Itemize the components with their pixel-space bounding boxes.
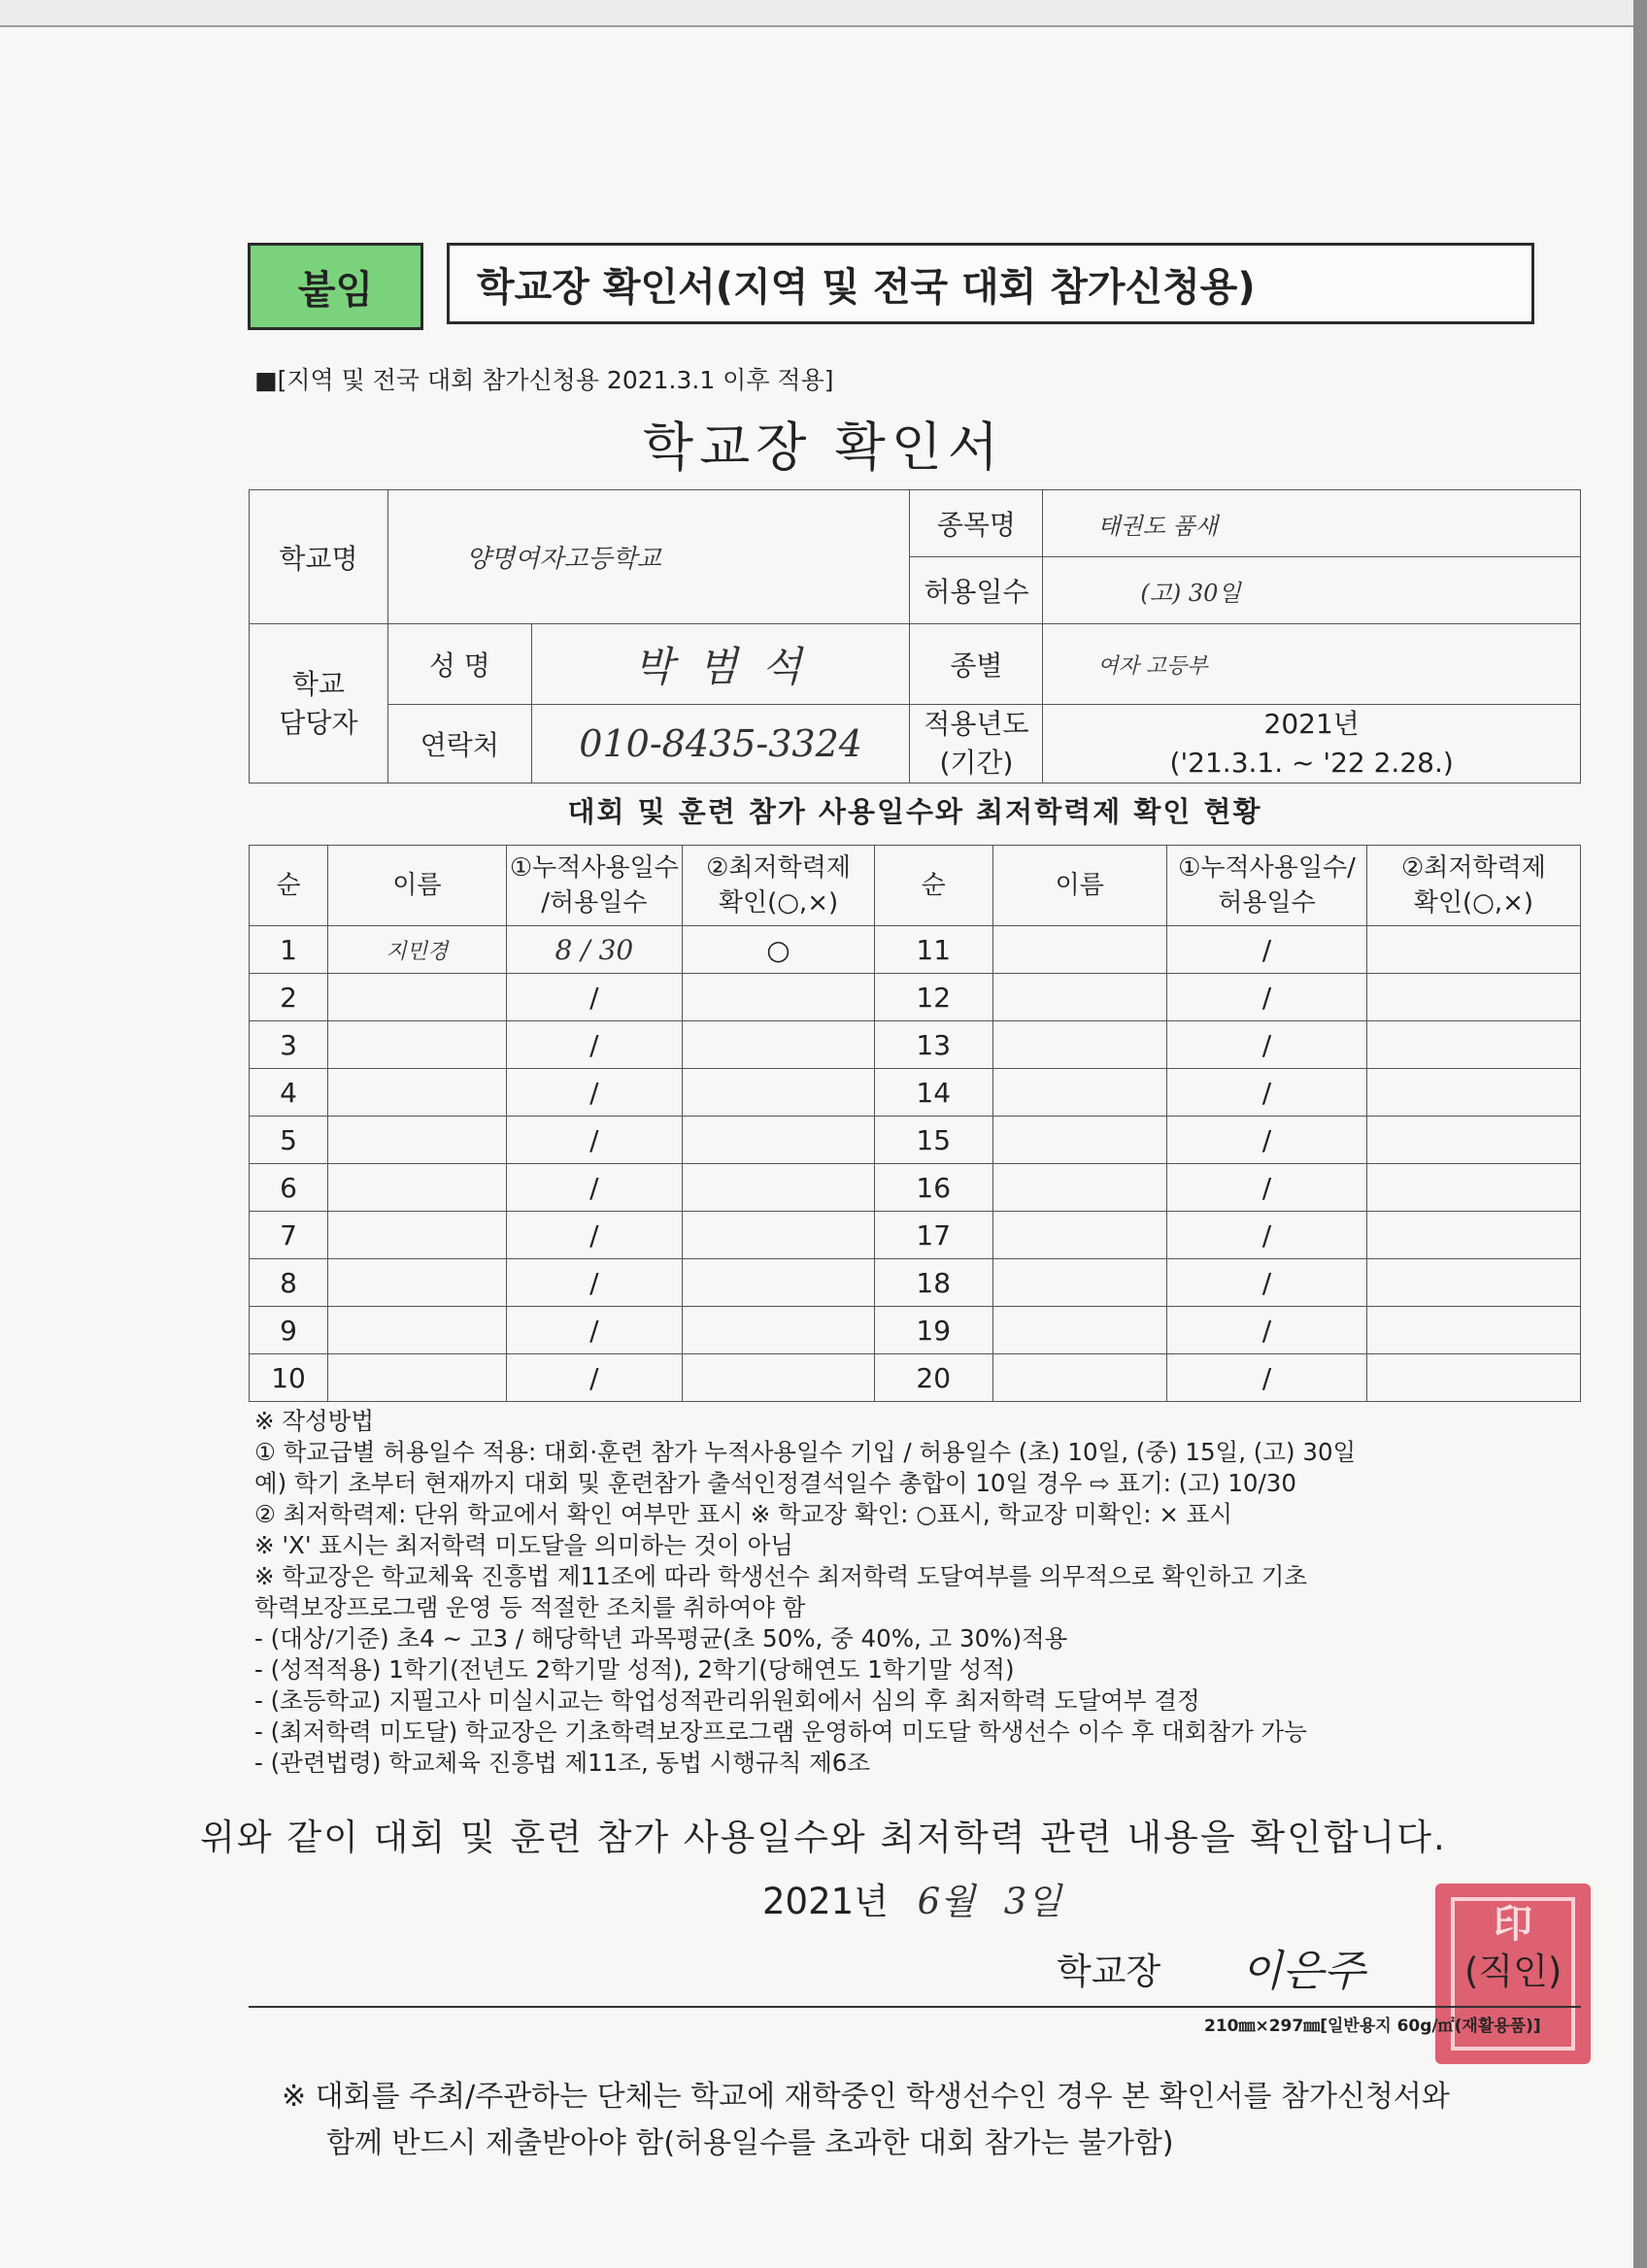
category-label: 종별 [910, 624, 1043, 705]
row-no: 8 [250, 1259, 328, 1307]
row-no: 13 [874, 1021, 992, 1069]
row-check [683, 1354, 875, 1402]
instruction-line: ※ 'X' 표시는 최저학력 미도달을 의미하는 것이 아님 [254, 1531, 793, 1559]
row-check [683, 1259, 875, 1307]
allowed-days-value: (고) 30일 [1043, 557, 1581, 624]
contact-label: 연락처 [387, 705, 531, 784]
col-days-right-line1: ①누적사용일수/ [1178, 853, 1356, 883]
row-days: / [1167, 1117, 1367, 1164]
col-days-right-line2: 허용일수 [1218, 888, 1316, 917]
row-check [683, 1069, 875, 1117]
row-check [1366, 1307, 1580, 1354]
col-check-left-line2: 확인(○,×) [718, 888, 839, 917]
footer-note [282, 2074, 1583, 2167]
row-name [328, 1164, 507, 1212]
instruction-line: ※ 학교장은 학교체육 진흥법 제11조에 따라 학생선수 최저학력 도달여부를 의무적으로 확인하고 기초 [254, 1562, 1308, 1590]
instruction-line: 예) 학기 초부터 현재까지 대회 및 훈련참가 출석인정결석일수 총합이 10일 경우 ⇨ 표기: (고) 10/30 [254, 1469, 1296, 1497]
row-no: 9 [250, 1307, 328, 1354]
row-check [1366, 1259, 1580, 1307]
divider [249, 2006, 1581, 2008]
instruction-line: - (관련법령) 학교체육 진흥법 제11조, 동법 시행규칙 제6조 [254, 1749, 871, 1777]
row-name [328, 1259, 507, 1307]
col-check-left [683, 846, 875, 926]
instruction-line: - (성적적용) 1학기(전년도 2학기말 성적), 2학기(당해연도 1학기말 성적) [254, 1655, 1015, 1684]
row-name [992, 1354, 1166, 1402]
row-name [992, 1164, 1166, 1212]
instruction-line: ※ 작성방법 [254, 1407, 374, 1435]
row-days: / [1167, 1021, 1367, 1069]
row-check [1366, 926, 1580, 974]
col-check-right-line1: ②최저학력제 [1400, 853, 1546, 883]
row-days: / [506, 1021, 683, 1069]
row-days: / [1167, 1069, 1367, 1117]
row-no: 16 [874, 1164, 992, 1212]
document-title: 학교장 확인서 [642, 417, 1005, 478]
athlete-status-table [249, 845, 1581, 1402]
row-days: / [506, 1069, 683, 1117]
period-label [910, 705, 1043, 784]
name-value: 박 범 석 [531, 624, 910, 705]
manager-label-line2: 담당자 [279, 706, 358, 739]
header [248, 243, 1539, 328]
row-no: 4 [250, 1069, 328, 1117]
row-no: 7 [250, 1212, 328, 1259]
table-row [250, 1354, 1581, 1402]
row-no: 10 [250, 1354, 328, 1402]
row-name [992, 1117, 1166, 1164]
row-name [992, 1212, 1166, 1259]
row-days: / [1167, 1212, 1367, 1259]
instruction-line: - (초등학교) 지필고사 미실시교는 학업성적관리위원회에서 심의 후 최저학력 도달여부 결정 [254, 1686, 1200, 1715]
row-no: 18 [874, 1259, 992, 1307]
row-name: 지민경 [328, 926, 507, 974]
col-check-right [1366, 846, 1580, 926]
table-row [250, 1069, 1581, 1117]
row-days: / [1167, 974, 1367, 1021]
row-name [328, 974, 507, 1021]
confirmation-statement: 위와 같이 대회 및 훈련 참가 사용일수와 최저학력 관련 내용을 확인합니다. [200, 1817, 1447, 1858]
allowed-days-label: 허용일수 [910, 557, 1043, 624]
table-row [250, 1021, 1581, 1069]
row-name [992, 1021, 1166, 1069]
period-year: 2021년 [1263, 708, 1360, 740]
row-name [328, 1307, 507, 1354]
seal-label: (직인) [1464, 1951, 1563, 1992]
seal-icon: 印 [1451, 1897, 1575, 2051]
date-year: 2021년 [762, 1881, 889, 1922]
row-no: 19 [874, 1307, 992, 1354]
row-check [683, 1164, 875, 1212]
row-check [683, 1212, 875, 1259]
manager-label [250, 624, 388, 784]
date-day: 3일 [1003, 1881, 1062, 1922]
row-days: / [1167, 926, 1367, 974]
row-no: 14 [874, 1069, 992, 1117]
sport-label: 종목명 [910, 490, 1043, 557]
row-check: ○ [683, 926, 875, 974]
table-row [250, 974, 1581, 1021]
row-days: / [506, 1259, 683, 1307]
row-check [1366, 1117, 1580, 1164]
col-days-left-line1: ①누적사용일수 [509, 853, 679, 883]
row-check [1366, 1021, 1580, 1069]
principal-label: 학교장 [1057, 1951, 1161, 1992]
row-days: / [506, 974, 683, 1021]
manager-label-line1: 학교 [291, 667, 345, 700]
instruction-line: ① 학교급별 허용일수 적용: 대회·훈련 참가 누적사용일수 기입 / 허용일수 (초) 10일, (중) 15일, (고) 30일 [254, 1438, 1357, 1466]
period-label-line2: (기간) [939, 747, 1014, 779]
contact-value: 010-8435-3324 [531, 705, 910, 784]
row-days: / [506, 1164, 683, 1212]
row-no: 15 [874, 1117, 992, 1164]
table-row [250, 1164, 1581, 1212]
sport-value: 태권도 품새 [1043, 490, 1581, 557]
principal-signature: 이은주 [1241, 1947, 1365, 1996]
row-days: / [1167, 1164, 1367, 1212]
row-days: / [506, 1354, 683, 1402]
period-value [1043, 705, 1581, 784]
row-name [328, 1212, 507, 1259]
footer-line2: 함께 반드시 제출받아야 함(허용일수를 초과한 대회 참가는 불가함) [326, 2126, 1174, 2160]
row-check [683, 974, 875, 1021]
row-name [992, 1307, 1166, 1354]
row-name [328, 1069, 507, 1117]
row-check [683, 1117, 875, 1164]
table-row [250, 1212, 1581, 1259]
period-range: ('21.3.1. ~ '22 2.28.) [1169, 747, 1454, 779]
section-title: 대회 및 훈련 참가 사용일수와 최저학력제 확인 현황 [567, 795, 1262, 828]
row-name [992, 974, 1166, 1021]
paper-spec: 210㎜×297㎜[일반용지 60g/㎡(재활용품)] [1204, 2017, 1541, 2036]
row-check [1366, 1354, 1580, 1402]
instruction-line: - (대상/기준) 초4 ~ 고3 / 해당학년 과목평균(초 50%, 중 40%, 고 30%)적용 [254, 1624, 1068, 1652]
row-days: / [1167, 1307, 1367, 1354]
row-name [992, 1259, 1166, 1307]
table-row [250, 1307, 1581, 1354]
period-label-line1: 적용년도 [924, 708, 1029, 740]
school-name-value: 양명여자고등학교 [387, 490, 910, 624]
col-days-left-line2: /허용일수 [541, 888, 648, 917]
col-days-right [1167, 846, 1367, 926]
row-name [992, 926, 1166, 974]
school-name-label: 학교명 [250, 490, 388, 624]
footer-line1: ※ 대회를 주최/주관하는 단체는 학교에 재학중인 학생선수인 경우 본 확인서를 참가신청서와 [282, 2080, 1450, 2114]
row-check [683, 1021, 875, 1069]
row-name [328, 1117, 507, 1164]
row-check [1366, 974, 1580, 1021]
col-no-left: 순 [250, 846, 328, 926]
row-no: 3 [250, 1021, 328, 1069]
row-days: / [1167, 1354, 1367, 1402]
name-label: 성 명 [387, 624, 531, 705]
row-days: / [506, 1307, 683, 1354]
instruction-line: - (최저학력 미도달) 학교장은 기초학력보장프로그램 운영하여 미도달 학생선수 이수 후 대회참가 가능 [254, 1718, 1307, 1746]
row-no: 2 [250, 974, 328, 1021]
col-name-right: 이름 [992, 846, 1166, 926]
row-no: 12 [874, 974, 992, 1021]
row-name [328, 1354, 507, 1402]
row-days: / [506, 1117, 683, 1164]
col-check-right-line2: 확인(○,×) [1413, 888, 1534, 917]
applicability-note: ■[지역 및 전국 대회 참가신청용 2021.3.1 이후 적용] [254, 366, 834, 394]
signature-date [762, 1872, 1061, 1924]
header-title: 학교장 확인서(지역 및 전국 대회 참가신청용) [447, 243, 1534, 324]
category-value: 여자 고등부 [1043, 624, 1581, 705]
row-name [328, 1021, 507, 1069]
col-days-left [506, 846, 683, 926]
instruction-line: 학력보장프로그램 운영 등 적절한 조치를 취하여야 함 [254, 1593, 806, 1621]
table-row [250, 1117, 1581, 1164]
row-days: / [1167, 1259, 1367, 1307]
instructions [254, 1406, 1595, 1779]
row-no: 1 [250, 926, 328, 974]
table-header-row [250, 846, 1581, 926]
row-days: 8 / 30 [506, 926, 683, 974]
col-name-left: 이름 [328, 846, 507, 926]
row-check [683, 1307, 875, 1354]
instruction-line: ② 최저학력제: 단위 학교에서 확인 여부만 표시 ※ 학교장 확인: ○표시, 학교장 미확인: × 표시 [254, 1500, 1232, 1528]
row-name [992, 1069, 1166, 1117]
col-no-right: 순 [874, 846, 992, 926]
row-no: 11 [874, 926, 992, 974]
row-no: 17 [874, 1212, 992, 1259]
school-info-table [249, 489, 1581, 784]
row-check [1366, 1069, 1580, 1117]
row-check [1366, 1164, 1580, 1212]
table-row [250, 1259, 1581, 1307]
row-no: 20 [874, 1354, 992, 1402]
attachment-badge: 붙임 [248, 243, 423, 330]
row-days: / [506, 1212, 683, 1259]
table-row [250, 926, 1581, 974]
date-month: 6월 [917, 1881, 975, 1922]
row-no: 6 [250, 1164, 328, 1212]
row-no: 5 [250, 1117, 328, 1164]
row-check [1366, 1212, 1580, 1259]
col-check-left-line1: ②최저학력제 [706, 853, 851, 883]
